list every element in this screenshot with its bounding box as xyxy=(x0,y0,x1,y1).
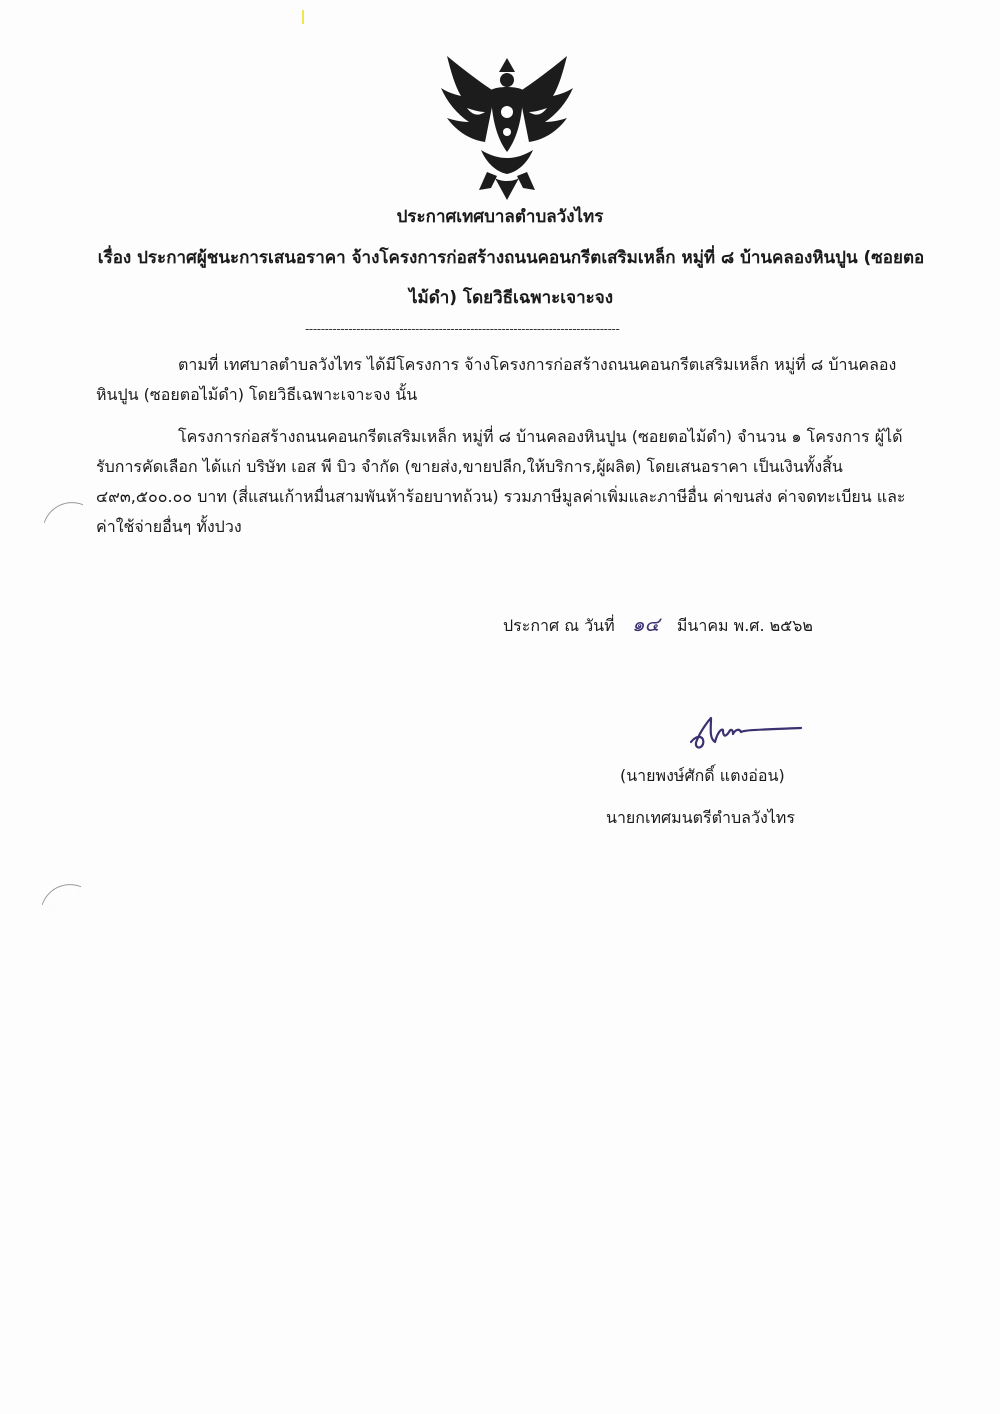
punch-hole-mark xyxy=(44,494,84,534)
punch-hole-mark xyxy=(42,876,82,916)
announcement-subject: เรื่อง ประกาศผู้ชนะการเสนอราคา จ้างโครงการก่อสร้างถนนคอนกรีตเสริมเหล็ก หมู่ที่ ๘ บ้านคลองหินปูน (ซอยตอไม้ดำ) โดยวิธีเฉพาะเจาะจง xyxy=(97,248,925,308)
separator-line: -------------------------------------------------------------------------------- xyxy=(305,322,620,336)
date-day-handwritten: ๑๔ xyxy=(631,612,660,636)
announcement-date xyxy=(503,608,813,640)
signatory-name: (นายพงษ์ศักดิ์ แตงอ่อน) xyxy=(620,766,785,785)
body-paragraph-1: ตามที่ เทศบาลตำบลวังไทร ได้มีโครงการ จ้างโครงการก่อสร้างถนนคอนกรีตเสริมเหล็ก หมู่ที่ ๘ บ้านคลองหินปูน (ซอยตอไม้ดำ) โดยวิธีเฉพาะเจาะจง นั้น xyxy=(96,355,897,404)
signatory-title: นายกเทศมนตรีตำบลวังไทร xyxy=(606,808,795,827)
announcement-title: ประกาศเทศบาลตำบลวังไทร xyxy=(396,207,604,227)
body-paragraph-2: โครงการก่อสร้างถนนคอนกรีตเสริมเหล็ก หมู่ที่ ๘ บ้านคลองหินปูน (ซอยตอไม้ดำ) จำนวน ๑ โครงการ ผู้ได้รับการคัดเลือก ได้แก่ บริษัท เอส พี บิว จำกัด (ขายส่ง,ขายปลีก,ให้บริการ,ผู้ผลิต) โดยเสนอราคา เป็นเงินทั้งสิ้น ๔๙๓,๕๐๐.๐๐ บาท (สี่แสนเก้าหมื่นสามพันห้าร้อยบาทถ้วน) รวมภาษีมูลค่าเพิ่มและภาษีอื่น ค่าขนส่ง ค่าจดทะเบียน และค่าใช้จ่ายอื่นๆ ทั้งปวง xyxy=(96,427,906,536)
date-prefix: ประกาศ ณ วันที่ xyxy=(503,616,615,635)
signature-icon xyxy=(685,708,805,753)
date-month-year: มีนาคม พ.ศ. ๒๕๖๒ xyxy=(676,616,813,635)
highlighter-mark xyxy=(302,10,304,24)
garuda-emblem-icon xyxy=(437,52,577,202)
